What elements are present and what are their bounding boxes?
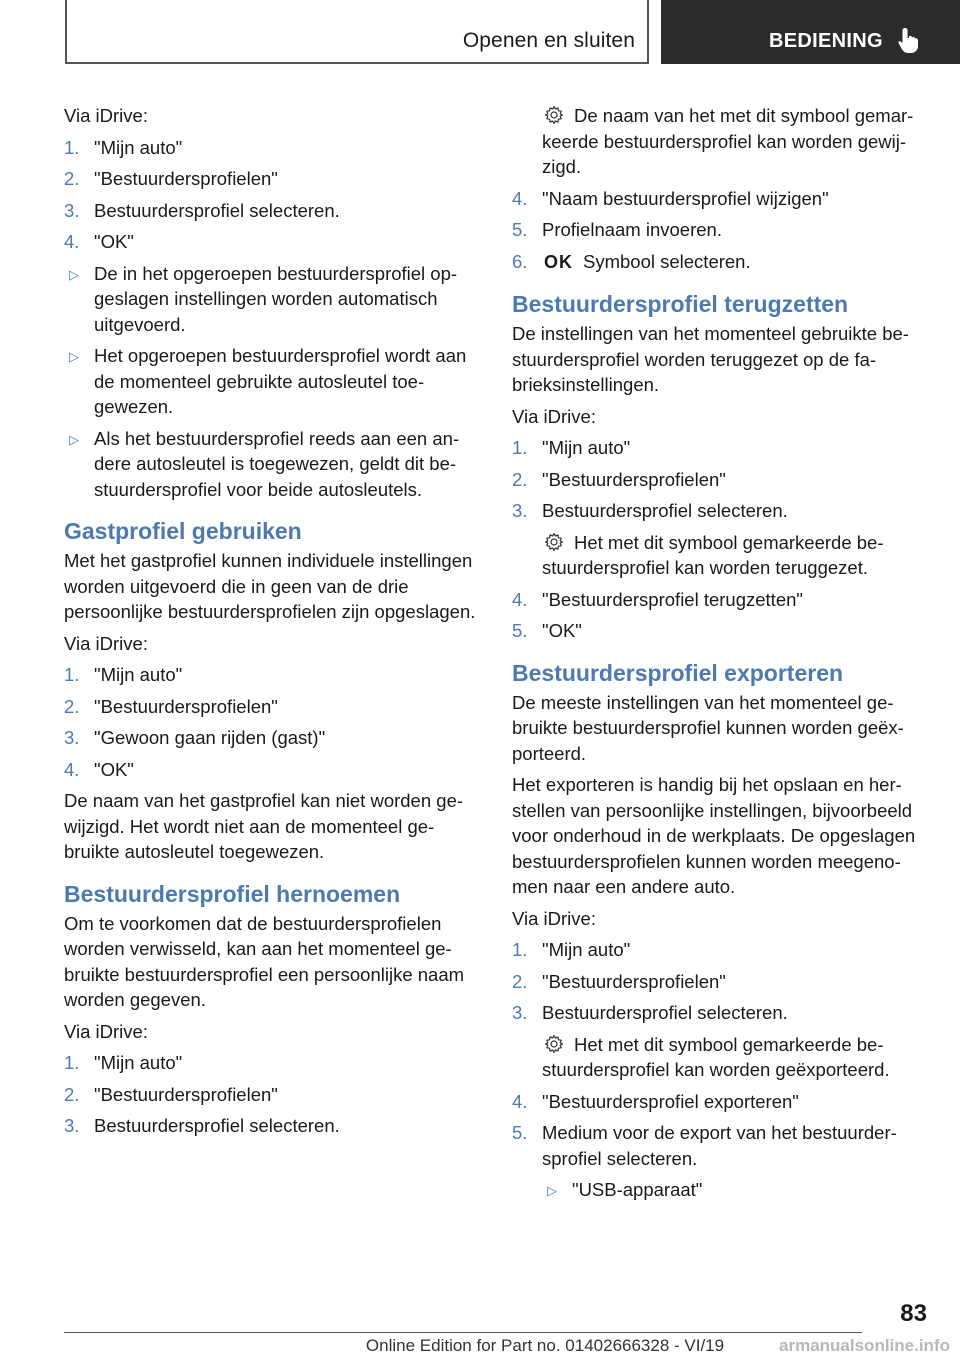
list-item [512, 186, 926, 212]
gear-icon [544, 105, 564, 125]
list-item [512, 217, 926, 243]
gear-note-text: Het met dit symbool gemarkeerde bestuurdersprofiel kan worden geëxporteerd. [542, 1033, 890, 1080]
bullet-text: Het opgeroepen bestuurdersprofiel wordt aan de momenteel gebruikte autosleutel toegewezen. [94, 345, 467, 417]
step-text: "Bestuurdersprofielen" [542, 468, 726, 490]
step-text: Bestuurdersprofiel selecteren. [94, 1115, 340, 1136]
list-item [64, 166, 478, 192]
step-number: 6. [512, 250, 528, 272]
step-text: "Bestuurdersprofiel terugzetten" [542, 588, 803, 610]
step-text: Medium voor de export van het bestuurdersprofiel selecteren. [542, 1122, 897, 1169]
gear-icon [544, 532, 564, 552]
via-idrive-label: Via iDrive: [64, 632, 148, 654]
gear-icon [544, 1034, 564, 1054]
step-number: 2. [512, 468, 528, 490]
list-item [512, 498, 926, 524]
step-text: "Bestuurdersprofiel exporteren" [542, 1090, 799, 1112]
header-section-title: Openen en sluiten [462, 29, 635, 52]
section-heading-rename: Bestuurdersprofiel hernoemen [64, 880, 401, 907]
export-text-2: Het exporteren is handig bij het opslaan en herstellen van persoonlijke instellingen, bijvoorbeeld voor onderhoud in de werkplaats. De opgeslagen bestuurdersprofielen kunnen worden meegenomen naar een andere auto. [512, 774, 916, 897]
step-number: 3. [64, 199, 80, 221]
list-item [64, 694, 478, 720]
bullet-triangle-icon: ▷ [69, 431, 79, 447]
bullet-text: "USB-apparaat" [572, 1179, 703, 1200]
bullet-item [64, 426, 478, 503]
gear-note [512, 103, 926, 180]
step-text: "OK" [94, 758, 134, 780]
list-item [64, 662, 478, 688]
list-item [512, 1120, 926, 1171]
list-item [512, 969, 926, 995]
step-number: 4. [512, 187, 528, 209]
bullet-triangle-icon: ▷ [69, 266, 79, 282]
list-item [512, 937, 926, 963]
step-text: "Mijn auto" [94, 664, 183, 685]
header-chapter-title: BEDIENING [769, 30, 883, 52]
step-number: 1. [64, 1052, 80, 1073]
step-text: Profielnaam invoeren. [542, 219, 722, 240]
step-number: 2. [64, 1083, 80, 1105]
right-column [512, 103, 926, 1210]
list-item [64, 198, 478, 224]
step-text: "Mijn auto" [542, 939, 631, 960]
step-text: "OK" [94, 231, 134, 252]
list-item [512, 435, 926, 461]
intro-label: Via iDrive: [64, 105, 148, 126]
footer-divider [64, 1332, 862, 1333]
step-number: 5. [512, 219, 528, 240]
step-text: "OK" [542, 620, 582, 641]
pointing-hand-icon [897, 26, 921, 54]
section-heading-guest: Gastprofiel gebruiken [64, 518, 302, 544]
list-item [64, 1113, 478, 1139]
section-heading-export: Bestuurdersprofiel exporteren [512, 659, 844, 686]
list-item [512, 618, 926, 644]
list-item [512, 467, 926, 493]
list-item [512, 587, 926, 613]
step-text: "Bestuurdersprofielen" [94, 1083, 278, 1105]
step-text: "Bestuurdersprofielen" [542, 970, 726, 992]
via-idrive-label: Via iDrive: [64, 1020, 148, 1042]
step-number: 3. [64, 1115, 80, 1136]
bullet-item [64, 343, 478, 420]
list-item [512, 1000, 926, 1026]
watermark: armanualsonline.info [779, 1336, 950, 1355]
footer-edition: Online Edition for Part no. 01402666328 - VI/19 [365, 1336, 725, 1355]
step-number: 5. [512, 620, 528, 641]
bullet-text: Als het bestuurdersprofiel reeds aan een andere autosleutel is toegewezen, geldt dit bestuurdersprofiel voor beide autosleutels. [94, 427, 460, 500]
step-text: "Mijn auto" [542, 437, 631, 458]
bullet-text: De in het opgeroepen bestuurdersprofiel opgeslagen instellingen worden automatisch uitgevoerd. [94, 262, 458, 335]
step-text: Bestuurdersprofiel selecteren. [542, 1002, 788, 1023]
step-number: 1. [64, 664, 80, 685]
step-number: 1. [512, 939, 528, 960]
step-number: 3. [512, 1002, 528, 1023]
bullet-triangle-icon: ▷ [547, 1183, 557, 1198]
list-item [512, 1089, 926, 1115]
step-number: 4. [512, 1090, 528, 1112]
left-column [64, 103, 478, 1145]
gear-note [512, 1032, 926, 1083]
list-item [64, 135, 478, 161]
step-text: "Mijn auto" [94, 136, 183, 158]
step-number: 3. [64, 727, 80, 748]
reset-text: De instellingen van het momenteel gebruikte bestuurdersprofiel worden teruggezet op de fabrieksinstellingen. [512, 323, 909, 395]
bullet-item [64, 261, 478, 338]
gear-note-text: De naam van het met dit symbool gemarkeerde bestuurdersprofiel kan worden gewijzigd. [542, 105, 914, 177]
list-item [512, 249, 926, 276]
step-text: "Mijn auto" [94, 1052, 183, 1073]
via-idrive-label: Via iDrive: [512, 907, 596, 929]
header-section-box [65, 0, 649, 64]
step-number: 2. [64, 168, 80, 189]
list-item [64, 1082, 478, 1108]
list-item [64, 757, 478, 783]
step-text: Symbool selecteren. [583, 250, 751, 272]
step-number: 5. [512, 1122, 528, 1143]
export-text-1: De meeste instellingen van het momenteel gebruikte bestuurdersprofiel kunnen worden geëxporteerd. [512, 691, 904, 764]
guest-text: Met het gastprofiel kunnen individuele instellingen worden uitgevoerd die in geen van de drie persoonlijke bestuurdersprofielen zijn opgeslagen. [64, 550, 476, 622]
step-text: Bestuurdersprofiel selecteren. [542, 500, 788, 521]
gear-note-text: Het met dit symbool gemarkeerde bestuurdersprofiel kan worden teruggezet. [542, 531, 884, 578]
rename-text: Om te voorkomen dat de bestuurdersprofielen worden verwisseld, kan aan het momenteel gebruikte bestuurdersprofiel een persoonlijke naam worden gegeven. [64, 912, 465, 1010]
gear-note [512, 530, 926, 581]
step-number: 1. [64, 136, 80, 158]
list-item [64, 229, 478, 255]
step-text: "Bestuurdersprofielen" [94, 695, 278, 717]
step-number: 4. [64, 231, 80, 252]
step-number: 1. [512, 437, 528, 458]
list-item [64, 1050, 478, 1076]
step-text: "Naam bestuurdersprofiel wijzigen" [542, 187, 829, 209]
section-heading-reset: Bestuurdersprofiel terugzetten [512, 291, 849, 317]
list-item [64, 725, 478, 751]
page-number: 83 [900, 1300, 927, 1327]
bullet-item [512, 1177, 926, 1204]
step-number: 3. [512, 500, 528, 521]
step-number: 4. [64, 758, 80, 780]
ok-symbol-icon: OK [544, 251, 573, 272]
step-text: Bestuurdersprofiel selecteren. [94, 199, 340, 221]
step-text: "Gewoon gaan rijden (gast)" [94, 727, 326, 748]
step-text: "Bestuurdersprofielen" [94, 168, 278, 189]
via-idrive-label: Via iDrive: [512, 405, 596, 427]
header-chapter-box [661, 0, 960, 64]
bullet-triangle-icon: ▷ [69, 349, 79, 364]
step-number: 2. [512, 970, 528, 992]
step-number: 2. [64, 695, 80, 717]
guest-note: De naam van het gastprofiel kan niet worden gewijzigd. Het wordt niet aan de momenteel gebruikte autosleutel toegewezen. [64, 790, 464, 862]
step-number: 4. [512, 588, 528, 610]
